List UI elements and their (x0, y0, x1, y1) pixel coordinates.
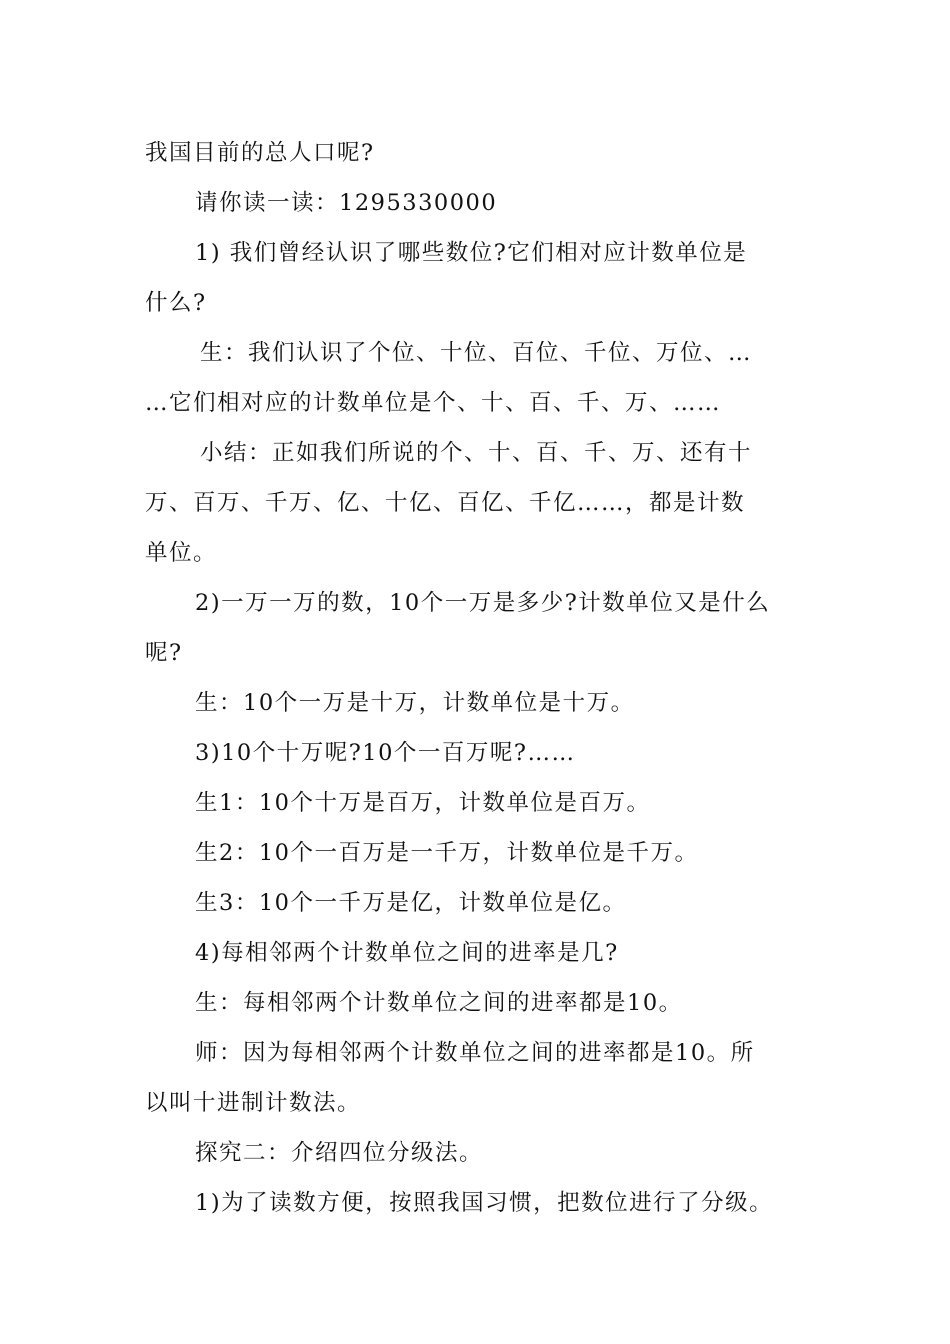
text-line: 2)一万一万的数，10个一万是多少?计数单位又是什么 (195, 590, 771, 616)
text-line: 生：10个一万是十万，计数单位是十万。 (195, 690, 635, 716)
document-body (145, 128, 810, 1228)
text-line: 3)10个十万呢?10个一百万呢?…… (195, 740, 576, 766)
text-line: 生2：10个一百万是一千万，计数单位是千万。 (195, 840, 699, 866)
text-line: 单位。 (145, 540, 218, 566)
text-line: 我国目前的总人口呢? (145, 140, 375, 166)
text-line: 生：每相邻两个计数单位之间的进率都是10。 (195, 990, 683, 1016)
text-line: 呢? (145, 640, 183, 666)
text-line: 以叫十进制计数法。 (145, 1090, 362, 1116)
text-line: 生1：10个十万是百万，计数单位是百万。 (195, 790, 651, 816)
text-line: 师：因为每相邻两个计数单位之间的进率都是10。所 (195, 1040, 755, 1066)
text-line: 生：我们认识了个位、十位、百位、千位、万位、… (200, 340, 753, 366)
text-line: 万、百万、千万、亿、十亿、百亿、千亿……，都是计数 (145, 490, 746, 516)
text-line: 4)每相邻两个计数单位之间的进率是几? (195, 940, 619, 966)
text-line: …它们相对应的计数单位是个、十、百、千、万、…… (145, 390, 722, 416)
text-line: 生3：10个一千万是亿，计数单位是亿。 (195, 890, 627, 916)
text-line: 1)为了读数方便，按照我国习惯，把数位进行了分级。 (195, 1190, 774, 1216)
text-line: 探究二：介绍四位分级法。 (195, 1140, 484, 1166)
text-line: 小结：正如我们所说的个、十、百、千、万、还有十 (200, 440, 753, 466)
text-line: 1) 我们曾经认识了哪些数位?它们相对应计数单位是 (195, 240, 748, 266)
text-line: 什么? (145, 290, 207, 316)
text-line: 请你读一读：1295330000 (195, 190, 498, 216)
